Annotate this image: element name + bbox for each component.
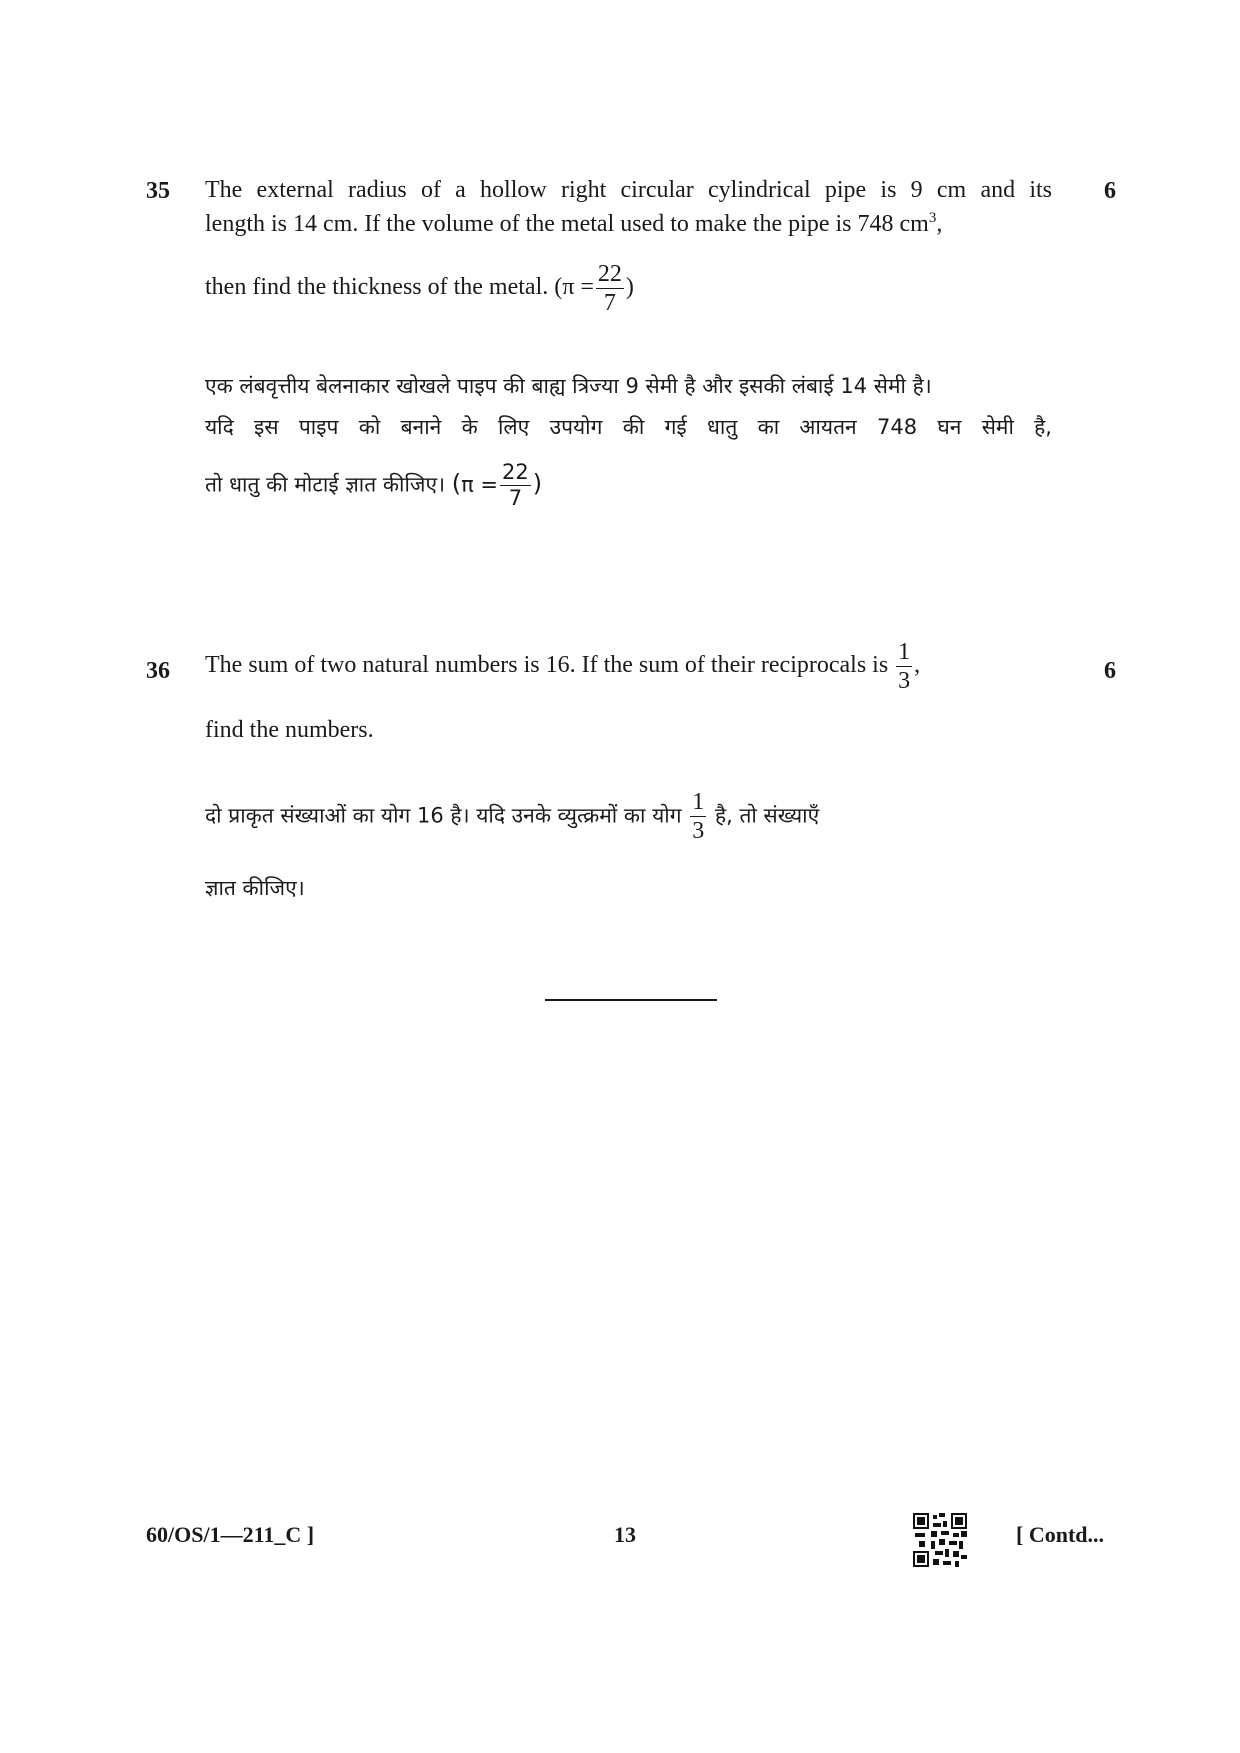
q36-hindi-line-2: ज्ञात कीजिए। [205, 876, 305, 900]
qr-code-icon [913, 1513, 967, 1567]
q35-english-line-1: The external radius of a hollow right circular cylindrical pipe is 9 cm and its [205, 177, 1052, 203]
one-third-fraction: $\frac{1}{3}$ [692, 789, 705, 844]
continued-label: [ Contd... [1016, 1522, 1105, 1547]
pi-fraction: $\frac{22}{7}$ [597, 261, 622, 316]
q35-english-line-3: then find the thickness of the metal. (π = $\frac{22}{7}$ ) [205, 261, 634, 316]
q35-hindi-line-1: एक लंबवृत्तीय बेलनाकार खोखले पाइप की बाह्य त्रिज्या 9 सेमी है और इसकी लंबाई 14 सेमी है। [205, 374, 932, 398]
end-rule [545, 999, 717, 1001]
pi-fraction: $\frac{22}{7}$ [502, 460, 529, 510]
q36-english-line-2: find the numbers. [205, 717, 374, 743]
paper-code: 60/OS/1—211_C ] [146, 1522, 315, 1547]
q35-hindi-line-2: यदि इस पाइप को बनाने के लिए उपयोग की गई धातु का आयतन 748 घन सेमी है, [205, 415, 1052, 439]
question-number: 35 [146, 178, 170, 204]
question-marks: 6 [1104, 658, 1116, 684]
q36-hindi-line-1: दो प्राकृत संख्याओं का योग 16 है। यदि उनके व्युत्क्रमों का योग $\frac{1}{3}$ है, तो संख्याएँ [205, 789, 820, 844]
one-third-fraction: $\frac{1}{3}$ [898, 639, 911, 694]
question-number: 36 [146, 658, 170, 684]
q35-hindi-line-3: तो धातु की मोटाई ज्ञात कीजिए। (π = $\frac{22}{7}$ ) [205, 460, 543, 510]
page-number: 13 [614, 1522, 636, 1547]
question-marks: 6 [1104, 178, 1116, 204]
q35-english-line-2: length is 14 cm. If the volume of the metal used to make the pipe is 748 $cm^3$, [205, 210, 943, 237]
q36-english-line-1: The sum of two natural numbers is 16. If the sum of their reciprocals is $\frac{1}{3}$ , [205, 639, 921, 694]
